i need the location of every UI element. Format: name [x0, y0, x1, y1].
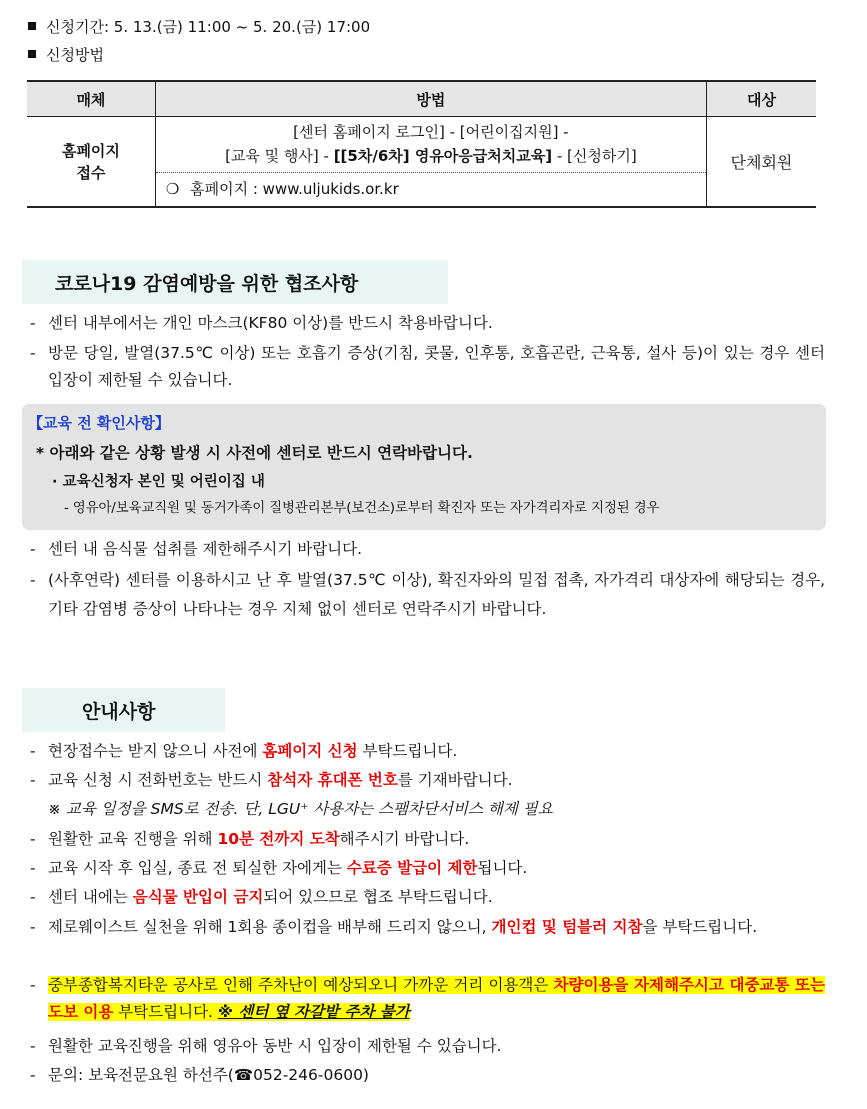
guide-item-6: - 제로웨이스트 실천을 위해 1회용 종이컵을 배부해 드리지 않으니, 개인컵 및 텀블러 지참을 부탁드립니다.: [30, 918, 758, 936]
method-line-2: [교육 및 행사] - [[5차/6차] 영유아응급처치교육] - [신청하기]: [225, 147, 637, 165]
medium-line-2: 접수: [76, 163, 106, 182]
guide-item-4: - 교육 시작 후 입실, 종료 전 퇴실한 자에게는 수료증 발급이 제한됩니다.: [30, 859, 528, 877]
guide-item-1: - 현장접수는 받지 않으니 사전에 홈페이지 신청 부탁드립니다.: [30, 742, 458, 760]
check-box-heading: 【교육 전 확인사항】: [28, 414, 170, 432]
homepage-url-link[interactable]: 홈페이지 : www.uljukids.or.kr: [190, 180, 399, 198]
guide-item-9: - 문의: 보육전문요원 하선주(☎052-246-0600): [30, 1062, 825, 1089]
tumbler-emphasis: 개인컵 및 텀블러 지참: [491, 918, 643, 936]
parking-emphasis: 차량이용을 자제해주시고 대중교통 또는 도보 이용: [48, 976, 825, 1021]
pre-education-check-box: [22, 404, 826, 530]
method-line-1: [센터 홈페이지 로그인] - [어린이집지원] -: [293, 123, 569, 141]
application-period: [28, 17, 370, 37]
method-steps: [156, 117, 706, 173]
sms-note: ※ 교육 일정을 SMS로 전송. 단, LGU⁺ 사용자는 스팸차단서비스 해제 필요: [48, 800, 553, 818]
guide-item-8: - 원활한 교육진행을 위해 영유아 동반 시 입장이 제한될 수 있습니다.: [30, 1037, 502, 1055]
table-row: [27, 117, 816, 208]
method-cell: [155, 117, 706, 208]
circle-bullet-icon: ❍: [165, 180, 180, 198]
square-bullet-icon: [28, 50, 36, 58]
col-header-method: 방법: [155, 81, 706, 117]
check-box-subject: · 교육신청자 본인 및 어린이집 내: [52, 474, 265, 490]
col-header-medium: 매체: [27, 81, 155, 117]
method-table: [27, 80, 816, 208]
check-box-condition: - 영유아/보육교직원 및 동거가족이 질병관리본부(보건소)로부터 확진자 또는 자가격리자로 지정된 경우: [64, 500, 660, 516]
corona-item-4: - (사후연락) 센터를 이용하시고 난 후 발열(37.5℃ 이상), 확진자와의 밀접 접촉, 자가격리 대상자에 해당되는 경우, 기타 감염병 증상이 나타나는 경우 지체 없이 센터로 연락주시기 바랍니다.: [30, 571, 825, 618]
table-header-row: [27, 81, 816, 117]
medium-cell: [27, 117, 155, 208]
application-method-label: [28, 45, 104, 65]
arrival-emphasis: 10분 전까지 도착: [217, 830, 340, 848]
method-title-text: 신청방법: [46, 46, 104, 64]
corona-item-1: - 센터 내부에서는 개인 마스크(KF80 이상)를 반드시 착용바랍니다.: [30, 314, 493, 332]
guide-item-7: - 중부종합복지타운 공사로 인해 주차난이 예상되오니 가까운 거리 이용객은 차량이용을 자제해주시고 대중교통 또는 도보 이용 부탁드립니다. ※ 센터 옆 자갈밭 주차 불가: [30, 976, 825, 1021]
square-bullet-icon: [28, 22, 36, 30]
guide-item-3: - 원활한 교육 진행을 위해 10분 전까지 도착해주시기 바랍니다.: [30, 830, 470, 848]
homepage-apply-emphasis: 홈페이지 신청: [262, 742, 358, 760]
contact-info: 문의: 보육전문요원 하선주(☎052-246-0600): [48, 1066, 369, 1084]
target-cell: 단체회원: [706, 117, 816, 208]
period-text: 신청기간: 5. 13.(금) 11:00 ~ 5. 20.(금) 17:00: [46, 18, 371, 36]
no-parking-note: ※ 센터 옆 자갈밭 주차 불가: [217, 1003, 410, 1021]
corona-item-2: - 방문 당일, 발열(37.5℃ 이상) 또는 호흡기 증상(기침, 콧물, 인후통, 호흡곤란, 근육통, 설사 등)이 있는 경우 센터 입장이 제한될 수 있습니다.: [30, 344, 825, 389]
homepage-url-row: [156, 173, 706, 206]
guide-item-5: - 센터 내에는 음식물 반입이 금지되어 있으므로 협조 부탁드립니다.: [30, 888, 493, 906]
guide-section-title: 안내사항: [22, 688, 225, 732]
phone-number-emphasis: 참석자 휴대폰 번호: [267, 771, 398, 789]
col-header-target: 대상: [706, 81, 816, 117]
food-ban-emphasis: 음식물 반입이 금지: [132, 888, 264, 906]
certificate-emphasis: 수료증 발급이 제한: [346, 859, 478, 877]
method-course-name: [[5차/6차] 영유아응급처치교육]: [333, 147, 553, 165]
medium-line-1: 홈페이지: [61, 141, 120, 160]
check-box-notice: * 아래와 같은 상황 발생 시 사전에 센터로 반드시 연락바랍니다.: [36, 444, 473, 462]
corona-section-title: 코로나19 감염예방을 위한 협조사항: [22, 260, 448, 304]
corona-item-3: - 센터 내 음식물 섭취를 제한해주시기 바랍니다.: [30, 540, 363, 558]
guide-item-2: - 교육 신청 시 전화번호는 반드시 참석자 휴대폰 번호를 기재바랍니다.: [30, 771, 513, 789]
